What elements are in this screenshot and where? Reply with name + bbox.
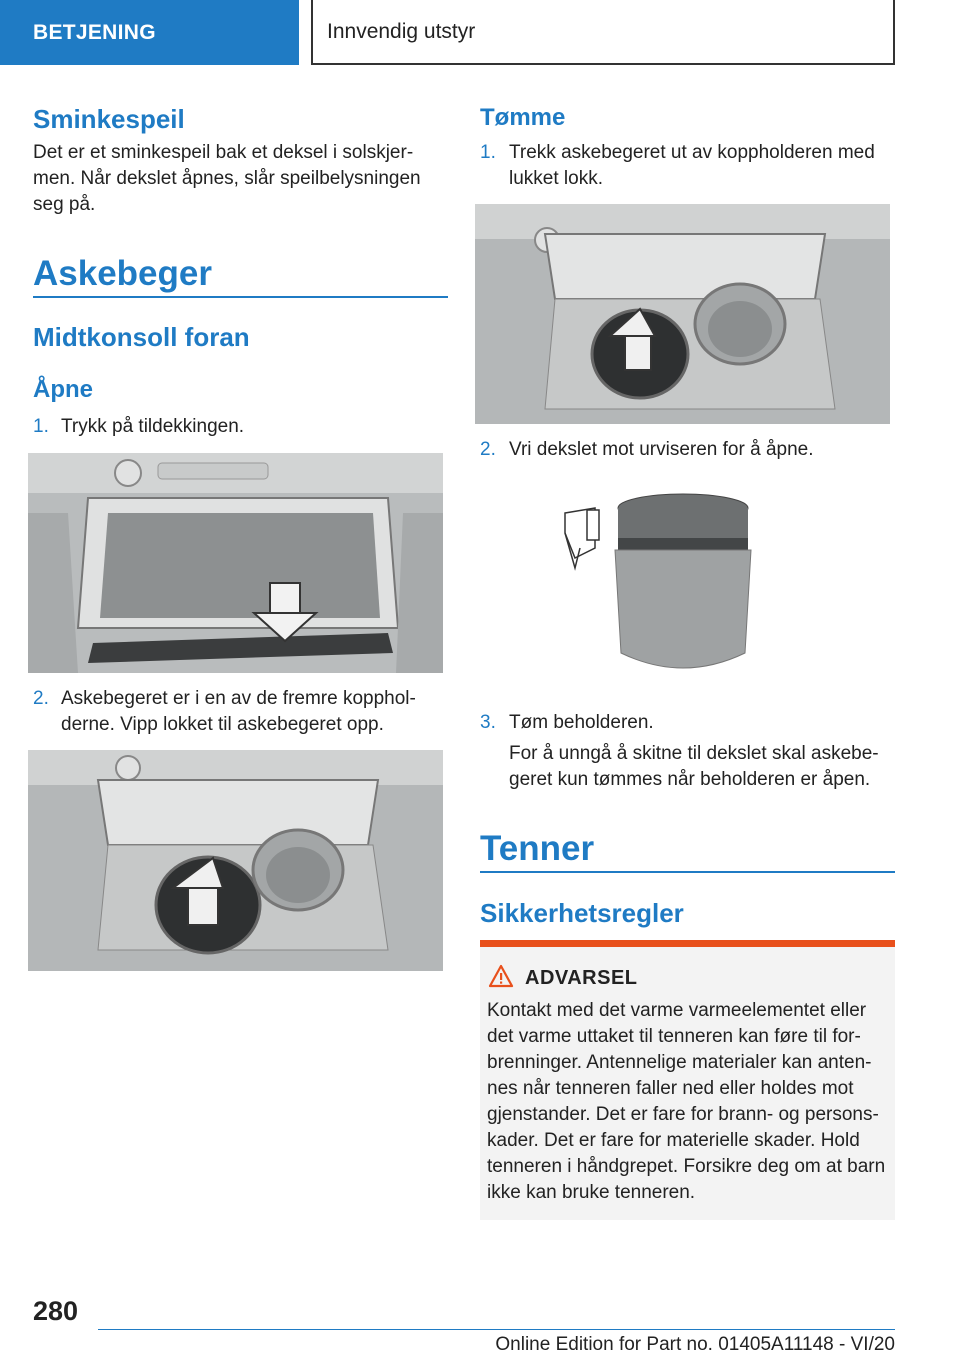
heading-midtkonsoll: Midtkonsoll foran [33, 322, 250, 352]
warning-text-line-2: det varme uttaket til tenneren kan føre til for- [487, 1026, 861, 1047]
step-number: 1. [33, 416, 49, 437]
warning-triangle-icon [488, 964, 514, 988]
ashtray-open-lid-photo [28, 750, 443, 971]
warning-text-line-8: ikke kan bruke tenneren. [487, 1182, 696, 1203]
footer-edition: Online Edition for Part no. 01405A11148 - VI/20 [495, 1334, 895, 1355]
step-text-line-1: Trekk askebegeret ut av koppholderen med [509, 142, 875, 163]
warning-text-line-7: tenneren i håndgrepet. Forsikre deg om at barn [487, 1156, 886, 1177]
page-number: 280 [33, 1296, 79, 1326]
step-note-line-2: geret kun tømmes når beholderen er åpen. [509, 769, 871, 790]
heading-apne: Åpne [33, 376, 93, 403]
warning-title: ADVARSEL [525, 967, 638, 989]
heading-tomme: Tømme [480, 104, 566, 131]
footer-rule [98, 1329, 895, 1330]
sminkespeil-text-line-1: Det er et sminkespeil bak et deksel i solskjer- [33, 142, 414, 163]
heading-tenner: Tenner [480, 829, 595, 868]
header-section: BETJENING [0, 0, 299, 65]
ashtray-pull-out-photo [475, 204, 890, 424]
step-text-line-2: lukket lokk. [509, 168, 603, 189]
console-cover-photo [28, 453, 443, 673]
step-text: Vri dekslet mot urviseren for å åpne. [509, 439, 814, 460]
warning-text-line-4: nes når tenneren faller ned eller holdes mot [487, 1078, 854, 1099]
ashtray-cup-illustration [555, 488, 755, 678]
sminkespeil-text-line-3: seg på. [33, 194, 96, 215]
step-number: 2. [33, 688, 49, 709]
step-text-line-2: derne. Vipp lokket til askebegeret opp. [61, 714, 384, 735]
heading-askebeger: Askebeger [33, 254, 212, 293]
warning-text-line-6: kader. Det er fare for materielle skader. Hold [487, 1130, 860, 1151]
step-text: Trykk på tildekkingen. [61, 416, 245, 437]
section-rule-tenner [480, 871, 895, 873]
warning-text-line-1: Kontakt med det varme varmeelementet eller [487, 1000, 867, 1021]
warning-text-line-5: gjenstander. Det er fare for brann- og persons- [487, 1104, 879, 1125]
heading-sikkerhetsregler: Sikkerhetsregler [480, 898, 684, 928]
step-number: 2. [480, 439, 496, 460]
warning-accent-bar [480, 940, 895, 947]
step-number: 3. [480, 712, 496, 733]
step-note-line-1: For å unngå å skitne til dekslet skal askebe- [509, 743, 879, 764]
sminkespeil-text-line-2: men. Når dekslet åpnes, slår speilbelysningen [33, 168, 421, 189]
section-rule-askebeger [33, 296, 448, 298]
step-number: 1. [480, 142, 496, 163]
heading-sminkespeil: Sminkespeil [33, 104, 185, 134]
warning-text-line-3: brenninger. Antennelige materialer kan anten- [487, 1052, 872, 1073]
step-text-line-1: Askebegeret er i en av de fremre kopphol- [61, 688, 416, 709]
step-text: Tøm beholderen. [509, 712, 654, 733]
header-chapter: Innvendig utstyr [311, 0, 895, 65]
